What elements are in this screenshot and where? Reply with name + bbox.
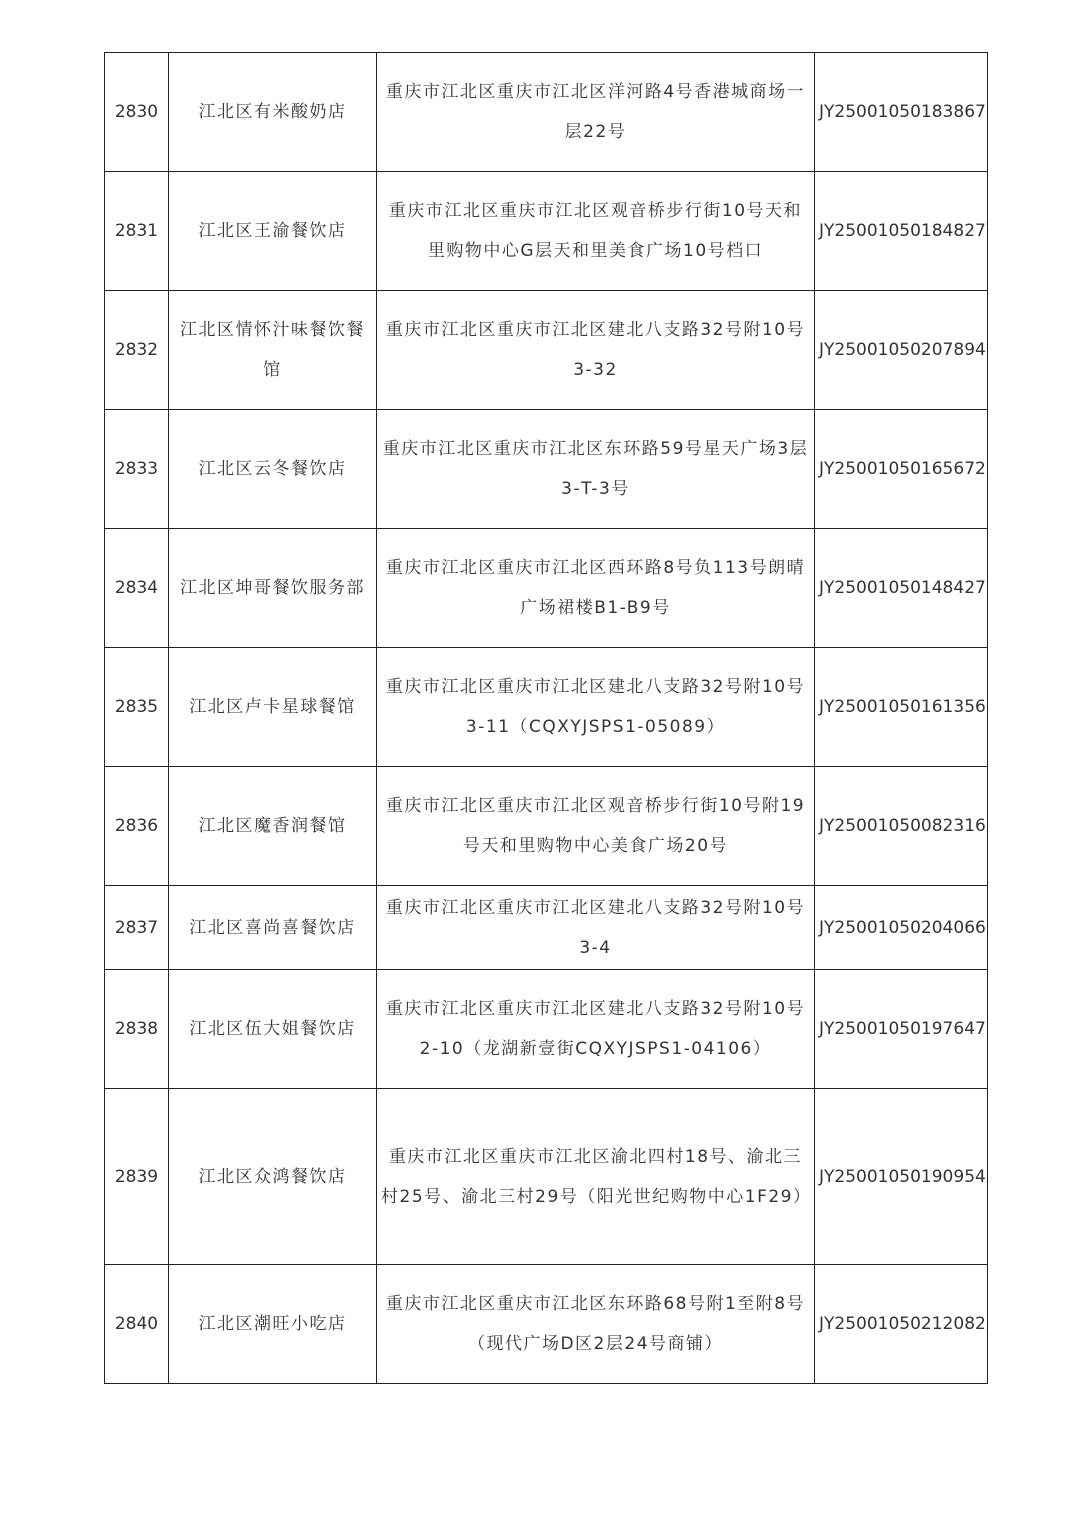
license-number: JY25001050190954 <box>815 1089 988 1265</box>
row-number: 2836 <box>105 767 169 886</box>
business-name: 江北区云冬餐饮店 <box>169 410 377 529</box>
registry-table <box>104 52 988 1384</box>
table-row <box>105 529 988 648</box>
license-number: JY25001050197647 <box>815 970 988 1089</box>
row-number: 2835 <box>105 648 169 767</box>
row-number: 2832 <box>105 291 169 410</box>
row-number: 2839 <box>105 1089 169 1265</box>
business-address: 重庆市江北区重庆市江北区渝北四村18号、渝北三村25号、渝北三村29号（阳光世纪购物中心1F29） <box>377 1089 815 1265</box>
license-number: JY25001050161356 <box>815 648 988 767</box>
row-number: 2837 <box>105 886 169 970</box>
table-row <box>105 970 988 1089</box>
business-name: 江北区有米酸奶店 <box>169 53 377 172</box>
business-name: 江北区众鸿餐饮店 <box>169 1089 377 1265</box>
business-address: 重庆市江北区重庆市江北区东环路68号附1至附8号（现代广场D区2层24号商铺） <box>377 1265 815 1384</box>
row-number: 2830 <box>105 53 169 172</box>
table-row <box>105 767 988 886</box>
table-row <box>105 1265 988 1384</box>
table-row <box>105 291 988 410</box>
business-address: 重庆市江北区重庆市江北区西环路8号负113号朗晴广场裙楼B1-B9号 <box>377 529 815 648</box>
license-number: JY25001050082316 <box>815 767 988 886</box>
business-address: 重庆市江北区重庆市江北区建北八支路32号附10号3-11（CQXYJSPS1-05089） <box>377 648 815 767</box>
business-address: 重庆市江北区重庆市江北区建北八支路32号附10号3-32 <box>377 291 815 410</box>
table-row <box>105 410 988 529</box>
license-number: JY25001050148427 <box>815 529 988 648</box>
table-row <box>105 1089 988 1265</box>
row-number: 2831 <box>105 172 169 291</box>
table-row <box>105 886 988 970</box>
table-row <box>105 648 988 767</box>
business-name: 江北区情怀汁味餐饮餐馆 <box>169 291 377 410</box>
business-address: 重庆市江北区重庆市江北区建北八支路32号附10号3-4 <box>377 886 815 970</box>
business-name: 江北区伍大姐餐饮店 <box>169 970 377 1089</box>
business-name: 江北区潮旺小吃店 <box>169 1265 377 1384</box>
row-number: 2840 <box>105 1265 169 1384</box>
business-name: 江北区卢卡星球餐馆 <box>169 648 377 767</box>
business-name: 江北区王渝餐饮店 <box>169 172 377 291</box>
row-number: 2834 <box>105 529 169 648</box>
table-row <box>105 53 988 172</box>
business-name: 江北区喜尚喜餐饮店 <box>169 886 377 970</box>
row-number: 2838 <box>105 970 169 1089</box>
business-address: 重庆市江北区重庆市江北区洋河路4号香港城商场一层22号 <box>377 53 815 172</box>
business-name: 江北区魔香润餐馆 <box>169 767 377 886</box>
business-address: 重庆市江北区重庆市江北区东环路59号星天广场3层3-T-3号 <box>377 410 815 529</box>
license-number: JY25001050165672 <box>815 410 988 529</box>
license-number: JY25001050183867 <box>815 53 988 172</box>
row-number: 2833 <box>105 410 169 529</box>
license-number: JY25001050184827 <box>815 172 988 291</box>
license-number: JY25001050207894 <box>815 291 988 410</box>
business-address: 重庆市江北区重庆市江北区观音桥步行街10号附19号天和里购物中心美食广场20号 <box>377 767 815 886</box>
table-row <box>105 172 988 291</box>
business-name: 江北区坤哥餐饮服务部 <box>169 529 377 648</box>
license-number: JY25001050212082 <box>815 1265 988 1384</box>
business-address: 重庆市江北区重庆市江北区建北八支路32号附10号2-10（龙湖新壹街CQXYJSPS1-04106） <box>377 970 815 1089</box>
business-address: 重庆市江北区重庆市江北区观音桥步行街10号天和里购物中心G层天和里美食广场10号档口 <box>377 172 815 291</box>
license-number: JY25001050204066 <box>815 886 988 970</box>
